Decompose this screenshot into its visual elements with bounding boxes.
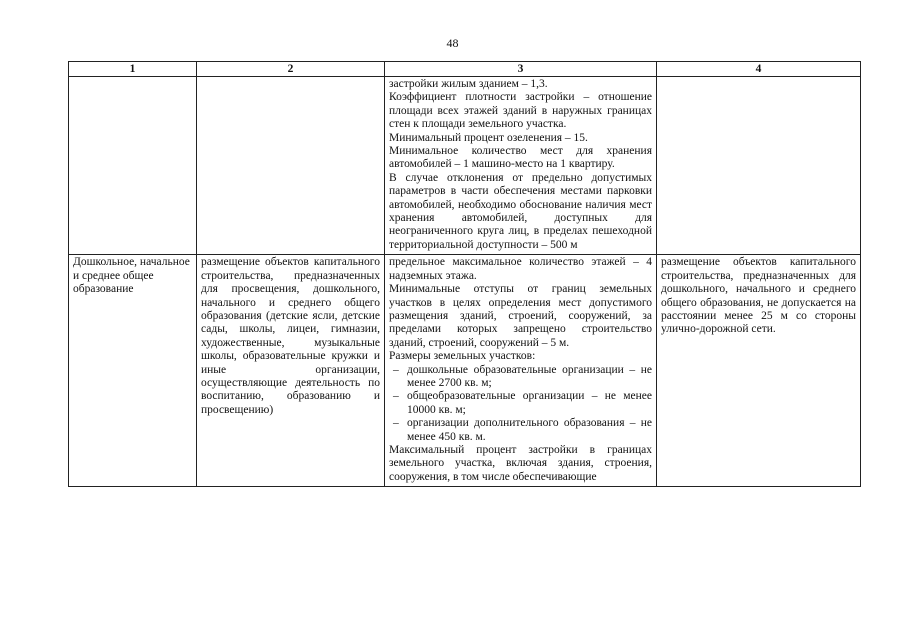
row2-cell-land-use-description: [197, 255, 385, 487]
row1-col3-paragraph: В случае отклонения от предельно допустимых параметров в части обеспечения местами парковки автомобилей, необходимо обоснование наличия мест хранения автомобилей, доступных для неограниченного круга лиц, в пределах пешеходной территориальной доступности – 500 м: [389, 171, 652, 251]
row1-col3-paragraph: Минимальный процент озеленения – 15.: [389, 131, 588, 144]
restriction-text: размещение объектов капитального строительства, предназначенных для дошкольного, начального и среднего общего образования, не допускается на расстоянии менее 25 м со стороны улично-дорожной сети.: [661, 256, 856, 336]
parameter-paragraph: Минимальные отступы от границ земельных участков в целях определения мест допустимого размещения зданий, строений, сооружений, за пределами которых запрещено строительство зданий, строений, сооружений – 5 м.: [389, 283, 652, 349]
row1-cell-col2: [197, 77, 385, 255]
list-item-text: дошкольные образовательные организации – не менее 2700 кв. м;: [407, 363, 652, 389]
row1-cell-col3: [385, 77, 657, 255]
row2-cell-parameters: [385, 255, 657, 487]
parameter-paragraph: Размеры земельных участков:: [389, 350, 536, 363]
row1-cell-col4: [657, 77, 861, 255]
row1-col3-paragraph: Минимальное количество мест для хранения автомобилей – 1 машино-место на 1 квартиру.: [389, 145, 652, 171]
list-dash: –: [393, 417, 399, 430]
row1-col3-paragraph: застройки жилым зданием – 1,3.: [389, 78, 548, 90]
list-item: [389, 364, 652, 391]
parameter-paragraph: Максимальный процент застройки в границах земельного участка, включая здания, строения, сооружения, в том числе обеспечивающие: [389, 443, 652, 483]
list-item: [389, 417, 652, 444]
row1-cell-col1: [69, 77, 197, 255]
column-header-2: 2: [197, 62, 385, 77]
land-use-description: размещение объектов капитального строительства, предназначенных для просвещения, дошкольного, начального и среднего общего образования (детские ясли, детские сады, школы, лицеи, гимназии, художественные, музыкальные школы, образовательные кружки и иные организации, осуществляющие деятельность по воспитанию, образованию и просвещению): [201, 256, 380, 416]
row2-cell-land-use-name: [69, 255, 197, 487]
list-item-text: общеобразовательные организации – не менее 10000 кв. м;: [407, 390, 652, 416]
table-row: [69, 255, 861, 487]
list-dash: –: [393, 363, 399, 376]
land-use-name: Дошкольное, начальное и среднее общее образование: [73, 256, 190, 296]
table-row: [69, 77, 861, 255]
regulation-table: [68, 61, 861, 487]
page-number: 48: [446, 36, 459, 50]
list-item: [389, 390, 652, 417]
parameter-paragraph: предельное максимальное количество этажей – 4 надземных этажа.: [389, 256, 652, 282]
row1-col3-paragraph: Коэффициент плотности застройки – отношение площади всех этажей зданий в наружных границах стен к площади земельного участка.: [389, 91, 652, 131]
row2-cell-restrictions: [657, 255, 861, 487]
column-header-1: 1: [69, 62, 197, 77]
column-header-4: 4: [657, 62, 861, 77]
column-header-3: 3: [385, 62, 657, 77]
list-dash: –: [393, 390, 399, 403]
list-item-text: организации дополнительного образования – не менее 450 кв. м.: [407, 417, 652, 443]
table-header-row: [69, 62, 861, 77]
land-size-list: [389, 364, 652, 444]
